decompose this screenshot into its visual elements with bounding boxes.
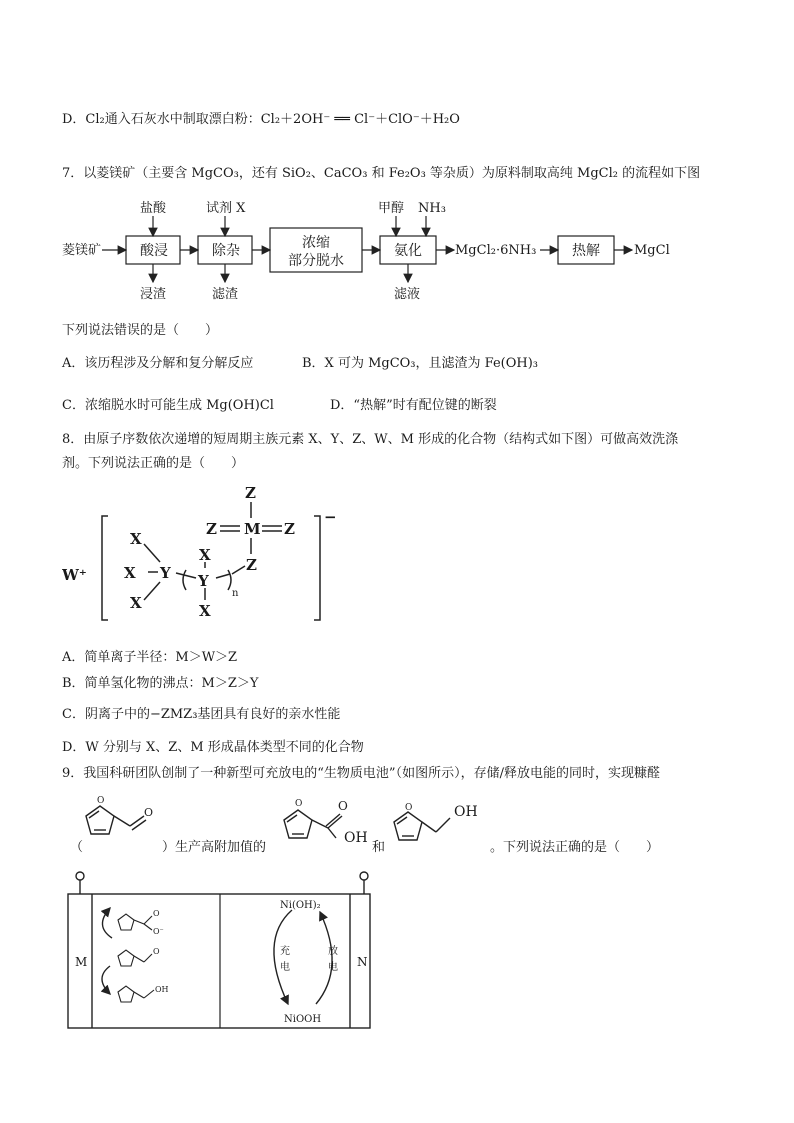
svg-text:O: O [144,806,154,819]
flow-raw: 菱镁矿 [62,243,102,258]
furfuryl-oh: OH [454,804,478,820]
struct-x-2: X [124,564,136,582]
flow-out4: 滤液 [394,287,421,302]
struct-z-left: Z [206,520,217,538]
svg-text:O⁻: O⁻ [153,927,164,936]
svg-text:O: O [338,799,348,813]
flow-box5-label: 热解 [572,243,600,259]
flow-box2-label: 除杂 [212,243,240,259]
flow-in1: 盐酸 [140,201,167,216]
battery-diagram [62,868,384,1034]
struct-y-2: Y [198,572,209,590]
q8-option-d: D．W 分别与 X、Z、M 形成晶体类型不同的化合物 [62,740,364,755]
flow-box4-label: 氨化 [394,243,422,259]
flow-out1: 浸渣 [140,287,167,302]
q8-option-c: C．阴离子中的−ZMZ₃基团具有良好的亲水性能 [62,707,341,722]
furfural-structure [72,790,162,846]
svg-text:O: O [153,909,160,918]
q6-option-d: D．Cl₂通入石灰水中制取漂白粉：Cl₂＋2OH⁻ ══ Cl⁻＋ClO⁻＋H₂O [62,112,460,127]
q9-paren-open: （ [70,840,84,855]
svg-text:OH: OH [155,985,169,994]
q7-stem: 7．以菱镁矿（主要含 MgCO₃，还有 SiO₂、CaCO₃ 和 Fe₂O₃ 等杂质）为原料制取高纯 MgCl₂ 的流程如下图 [62,166,701,181]
niooh-label: NiOOH [284,1014,322,1025]
struct-x-3: X [130,594,142,612]
struct-x-1: X [130,530,142,548]
struct-z-top: Z [245,484,256,502]
struct-m: M [244,520,261,538]
struct-charge: − [324,508,337,526]
flow-box3-label-a: 浓缩 [302,235,330,251]
svg-text:O: O [295,799,303,809]
electrode-n: N [357,955,368,969]
flow-in4b: NH₃ [418,201,446,216]
electrode-m: M [75,955,88,969]
discharge-label-a: 放 [328,946,338,957]
q7-question: 下列说法错误的是（ ） [62,323,219,338]
struct-y-1: Y [160,564,171,582]
flow-product: MgCl [634,243,670,258]
flow-out2: 滤渣 [212,287,239,302]
flow-in2: 试剂 X [206,201,246,216]
q8-structure [62,478,352,628]
q9-and: 和 [372,840,386,855]
flow-mid: MgCl₂·6NH₃ [455,243,537,258]
q8-stem-2: 剂。下列说法正确的是（ ） [62,456,245,471]
struct-z-right: Z [284,520,295,538]
struct-x-5: X [199,602,211,620]
svg-text:O: O [153,947,160,956]
struct-cation: W⁺ [62,566,87,584]
q8-option-a: A．简单离子半径：M＞W＞Z [62,650,238,665]
q8-option-b: B．简单氢化物的沸点：M＞Z＞Y [62,676,259,691]
q7-flowchart [62,196,722,306]
ni-oh2-label: Ni(OH)₂ [280,900,321,911]
charge-label-b: 电 [280,962,290,973]
q7-option-a: A．该历程涉及分解和复分解反应 [62,356,254,371]
q7-option-d: D．“热解”时有配位键的断裂 [330,398,497,413]
flow-in4a: 甲醇 [378,201,405,216]
struct-n: n [232,588,239,599]
struct-x-4: X [199,546,211,564]
q9-line2-d: 。下列说法正确的是（ ） [490,840,660,855]
furfuryl-alcohol-structure [388,800,460,854]
q9-stem: 9．我国科研团队创制了一种新型可充放电的“生物质电池”（如图所示），存储/释放电能的同时，实现糠醛 [62,766,660,781]
svg-text:O: O [97,796,105,806]
flow-box3-label-b: 部分脱水 [288,253,344,269]
q8-stem-1: 8．由原子序数依次递增的短周期主族元素 X、Y、Z、W、M 形成的化合物（结构式如下图）可做高效洗涤 [62,432,679,447]
svg-text:O: O [405,803,413,813]
q7-option-c: C．浓缩脱水时可能生成 Mg(OH)Cl [62,398,274,413]
flow-box1-label: 酸浸 [140,243,168,259]
q9-line2-b: ）生产高附加值的 [162,840,267,855]
q7-option-b: B．X 可为 MgCO₃，且滤渣为 Fe(OH)₃ [302,356,539,371]
discharge-label-b: 电 [328,962,338,973]
furoic-oh: OH [344,830,368,846]
charge-label-a: 充 [280,946,290,957]
struct-z-bottom: Z [246,556,257,574]
